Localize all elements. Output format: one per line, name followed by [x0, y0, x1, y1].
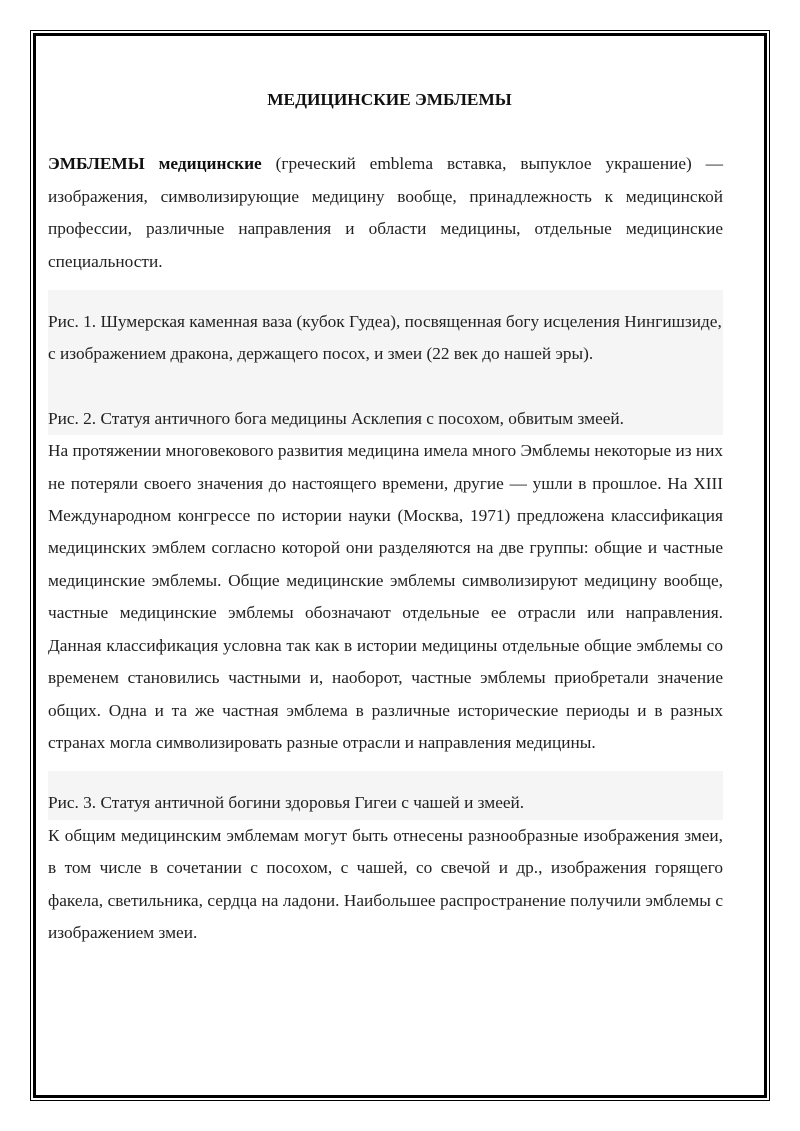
document-title: МЕДИЦИНСКИЕ ЭМБЛЕМЫ: [267, 90, 512, 109]
history-paragraph: На протяжении многовекового развития медицина имела много Эмблемы некоторые из них не потеряли своего значения до настоящего времени, другие — ушли в прошлое. На XIII Международном конгрессе по истории науки (Москва, 1971) предложена классификация медицинских эмблем согласно которой они разделяются на две группы: общие и частные медицинские эмблемы. Общие медицинские эмблемы символизируют медицину вообще, частные медицинские эмблемы обозначают отдельные ее отрасли или направления. Данная классификация условна так как в истории медицины отдельные общие эмблемы со временем становились частными и, наоборот, частные эмблемы приобретали значение общих. Одна и та же частная эмблема в различные исторические периоды и в разных странах могла символизировать разные отрасли и направления медицины.: [48, 441, 723, 752]
figure-caption-1: Рис. 1. Шумерская каменная ваза (кубок Гудеа), посвященная богу исцеления Нингишзиде, с изображением дракона, держащего посох, и змеи (22 век до нашей эры).: [48, 312, 722, 364]
figure-caption-block-2: [48, 771, 723, 819]
intro-term: ЭМБЛЕМЫ медицинские: [48, 154, 262, 174]
caption-spacer: [48, 371, 723, 403]
snake-emblems-paragraph: К общим медицинским эмблемам могут быть отнесены разнообразные изображения змеи, в том числе в сочетании с посохом, с чашей, со свечой и др., изображения горящего факела, светильника, сердца на ладони. Наибольшее распространение получили эмблемы с изображением змеи.: [48, 825, 723, 942]
figure-caption-2: Рис. 2. Статуя античного бога медицины Асклепия с посохом, обвитым змеей.: [48, 408, 624, 428]
intro-paragraph: [48, 148, 723, 278]
figure-caption-3: Рис. 3. Статуя античной богини здоровья Гигеи с чашей и змеей.: [48, 793, 525, 813]
document-body: [48, 84, 723, 949]
intro-text: (греческий emblema вставка, выпуклое украшение) — изображения, символизирующие медицину вообще, принадлежность к медицинской профессии, различные направления и области медицины, отдельные медицинские специальности.: [48, 154, 723, 271]
figure-caption-block-1: [48, 290, 723, 435]
